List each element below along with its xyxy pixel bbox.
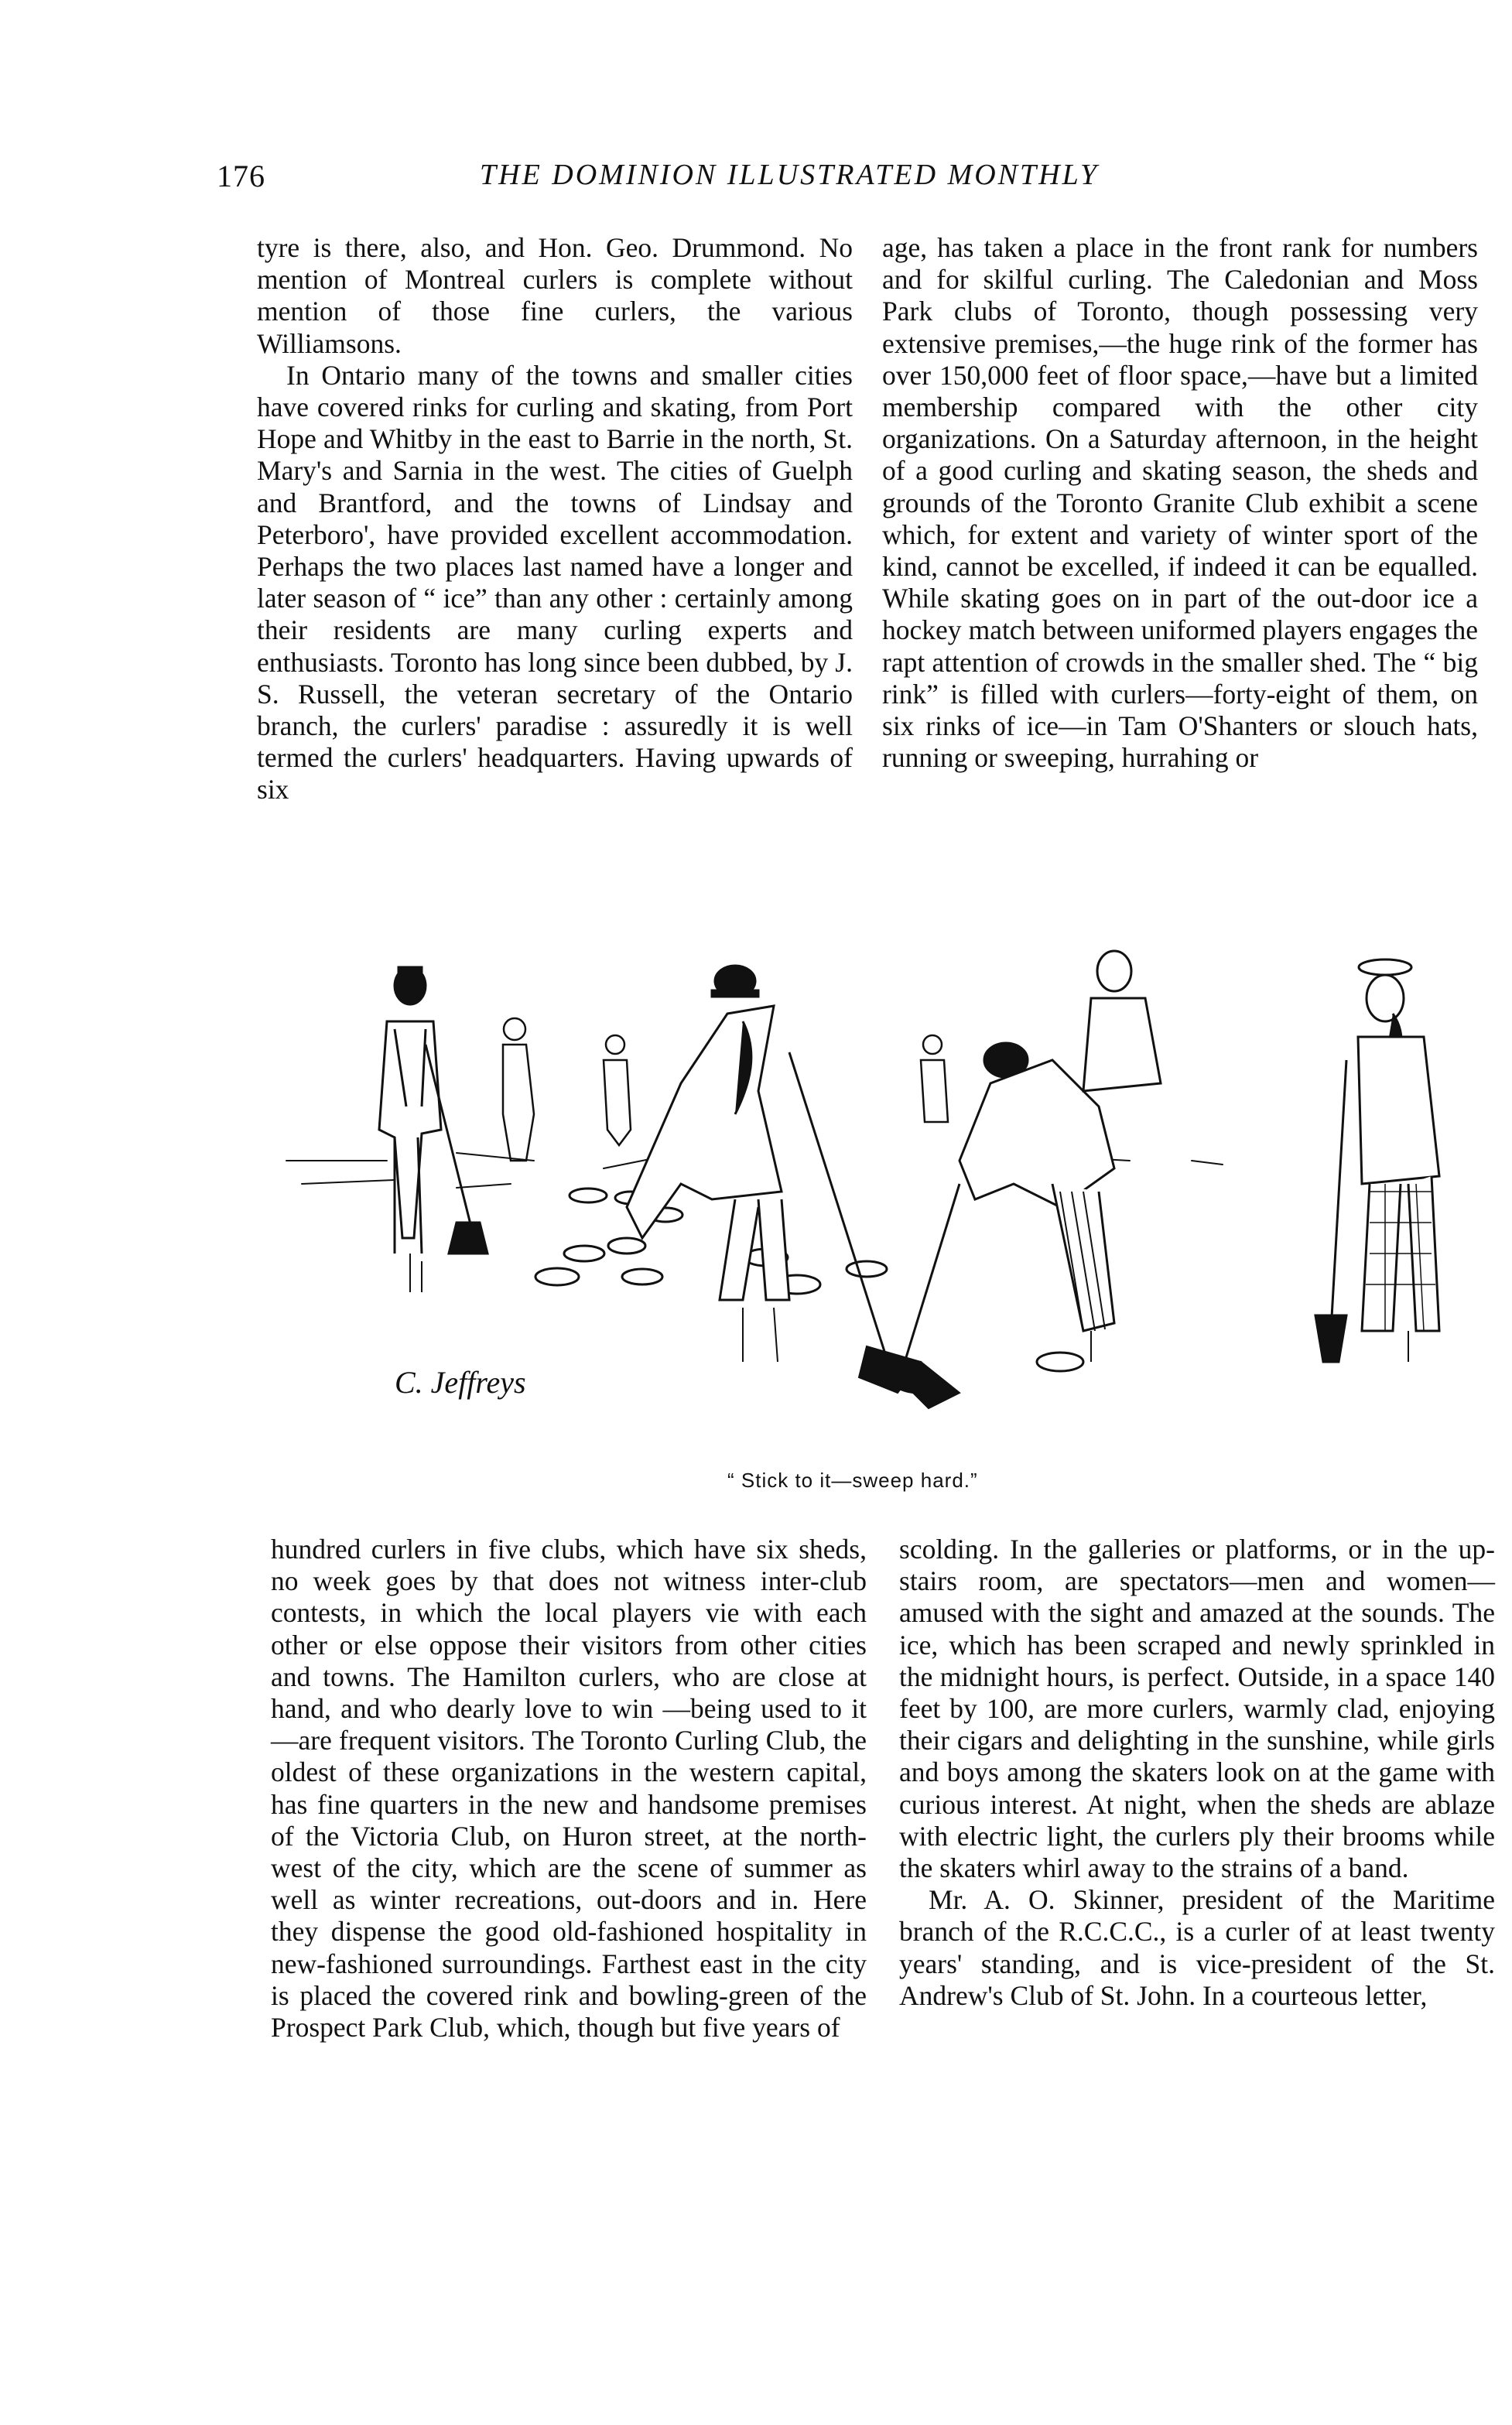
figure-right-curler [1315, 959, 1439, 1362]
column-top-right [882, 232, 1478, 774]
paragraph: scolding. In the galleries or platforms, or in the up-stairs room, are spectators—men and women—amused with the sight and amazed at the sounds. The ice, which has been scraped and newly sprinkled in the midnight hours, is perfect. Outside, in a space 140 feet by 100, are more curlers, warmly clad, enjoying their cigars and delighting in the sunshine, while girls and boys among the skaters look on at the game with curious interest. At night, when the sheds are ablaze with electric light, the curlers ply their brooms while the skaters whirl away to the strains of a band. [899, 1534, 1495, 1884]
figure-sweeper-two [867, 1043, 1114, 1393]
column-bottom-right [899, 1534, 1495, 2012]
curling-stones [535, 1189, 1083, 1371]
curling-illustration [279, 929, 1509, 1470]
paragraph: Mr. A. O. Skinner, president of the Maritime branch of the R.C.C.C., is a curler of at least twenty years' standing, and is vice-president of the St. Andrew's Club of St. John. In a courteous letter, [899, 1884, 1495, 2011]
figure-background-man [1083, 951, 1161, 1091]
figure-left-curler [379, 967, 487, 1254]
column-top-left [257, 232, 853, 806]
column-bottom-left [271, 1534, 867, 2044]
page-number: 176 [217, 159, 265, 193]
brooms [859, 1346, 960, 1408]
figure-sweeper-one [627, 966, 898, 1393]
paragraph: age, has taken a place in the front rank for numbers and for skilful curling. The Caledonian and Moss Park clubs of Toronto, though possessing very extensive premises,—the huge rink of the former has over 150,000 feet of floor space,—have but a limited membership compared with the other city organizations. On a Saturday afternoon, in the height of a good curling and skating season, the sheds and grounds of the Toronto Granite Club exhibit a scene which, for extent and variety of winter sport of the kind, cannot be excelled, if indeed it can be equalled. While skating goes on in part of the out-door ice a hockey match between uniformed players engages the rapt attention of crowds in the smaller shed. The “ big rink” is filled with curlers—forty-eight of them, on six rinks of ice—in Tam O'Shanters or slouch hats, running or sweeping, hurrahing or [882, 232, 1478, 774]
paragraph: tyre is there, also, and Hon. Geo. Drummond. No mention of Montreal curlers is complete without mention of those fine curlers, the various Williamsons. [257, 232, 853, 359]
paragraph: hundred curlers in five clubs, which have six sheds, no week goes by that does not witness inter-club contests, in which the local players vie with each other or else oppose their visitors from other cities and towns. The Hamilton curlers, who are close at hand, and who dearly love to win —being used to it—are frequent visitors. The Toronto Curling Club, the oldest of these organizations in the western capital, has fine quarters in the new and handsome premises of the Victoria Club, on Huron street, at the north-west of the city, which are the scene of summer as well as winter recreations, out-doors and in. Here they dispense the good old-fashioned hospitality in new-fashioned surroundings. Farthest east in the city is placed the covered rink and bowling-green of the Prospect Park Club, which, though but five years of [271, 1534, 867, 2044]
running-head: THE DOMINION ILLUSTRATED MONTHLY [480, 159, 1100, 191]
illustration-caption: “ Stick to it—sweep hard.” [727, 1469, 978, 1492]
paragraph: In Ontario many of the towns and smaller cities have covered rinks for curling and skating, from Port Hope and Whitby in the east to Barrie in the north, St. Mary's and Sarnia in the west. The cities of Guelph and Brantford, and the towns of Lindsay and Peterboro', have provided excellent accommodation. Perhaps the two places last named have a longer and later season of “ ice” than any other : certainly among their residents are many curling experts and enthusiasts. Toronto has long since been dubbed, by J. S. Russell, the veteran secretary of the Ontario branch, the curlers' paradise : assuredly it is well termed the curlers' headquarters. Having upwards of six [257, 359, 853, 805]
artist-signature: C. Jeffreys [395, 1365, 526, 1400]
